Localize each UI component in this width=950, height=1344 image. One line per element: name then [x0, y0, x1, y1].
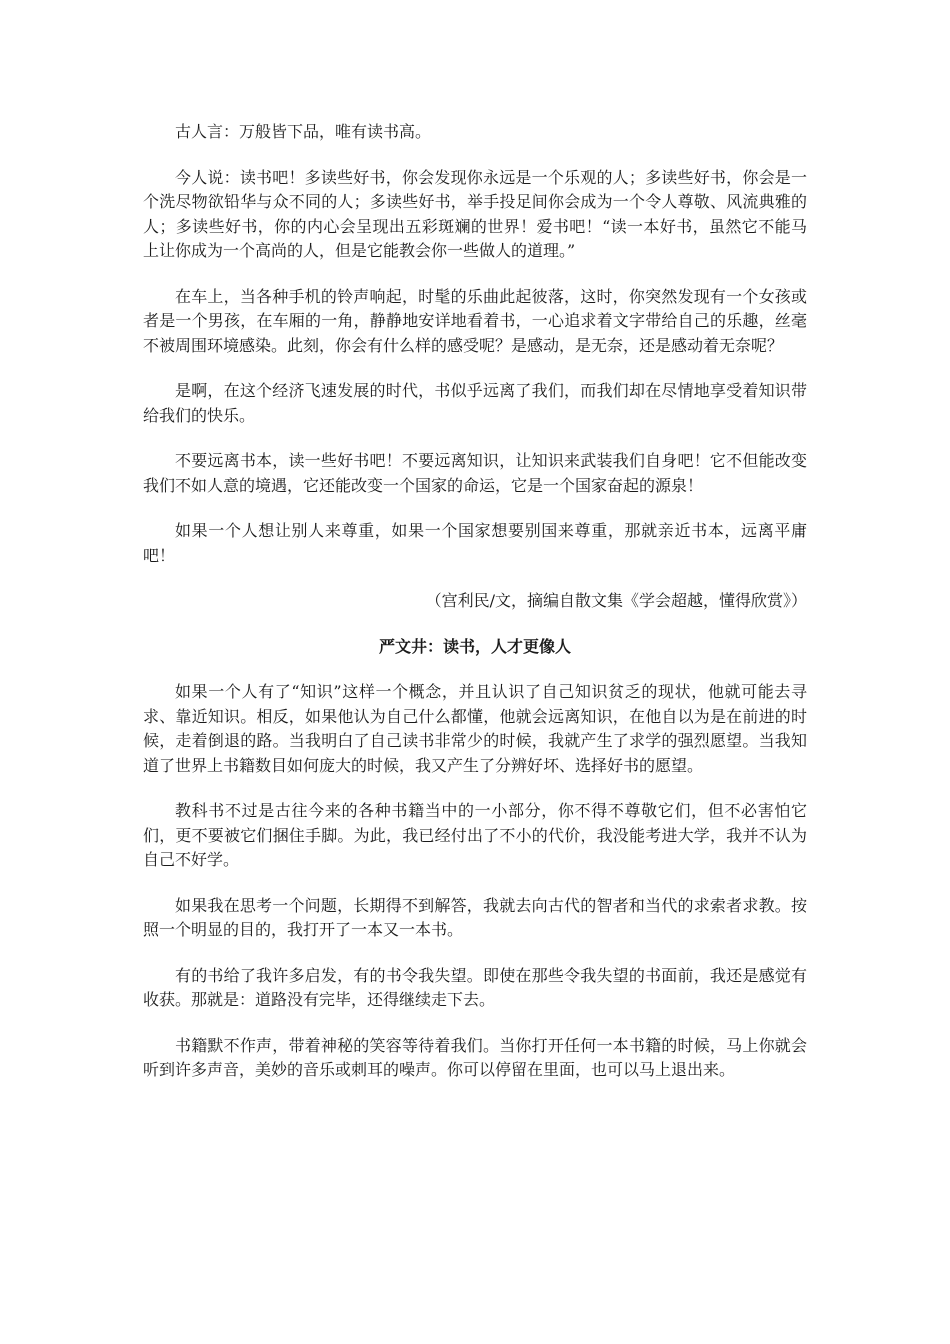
article1-paragraph-6: 如果一个人想让别人来尊重，如果一个国家想要别国来尊重，那就亲近书本，远离平庸吧！ — [143, 521, 807, 565]
article2-title: 严文井：读书，人才更像人 — [378, 636, 571, 656]
article1-credit: （宫利民/文，摘编自散文集《学会超越，懂得欣赏》） — [425, 591, 807, 610]
article1-paragraph-2: 今人说：读书吧！多读些好书，你会发现你永远是一个乐观的人；多读些好书，你会是一个洗尽物欲铅华与众不同的人；多读些好书，举手投足间你会成为一个令人尊敬、风流典雅的人；多读些好书，你的内心会呈现出五彩斑斓的世界！爱书吧！“读一本好书，虽然它不能马上让你成为一个高尚的人，但是它能教会你一些做人的道理。” — [143, 167, 807, 260]
article1-paragraph-3: 在车上，当各种手机的铃声响起，时髦的乐曲此起彼落，这时，你突然发现有一个女孩或者是一个男孩，在车厢的一角，静静地安详地看着书，一心追求着文字带给自己的乐趣，丝毫不被周围环境感染。此刻，你会有什么样的感受呢？是感动，是无奈，还是感动着无奈呢？ — [143, 286, 807, 355]
article2-paragraph-4: 有的书给了我许多启发，有的书令我失望。即使在那些令我失望的书面前，我还是感觉有收获。那就是：道路没有完毕，还得继续走下去。 — [143, 965, 807, 1009]
article1-paragraph-4: 是啊，在这个经济飞速发展的时代，书似乎远离了我们，而我们却在尽情地享受着知识带给我们的快乐。 — [143, 381, 807, 425]
article2-paragraph-5: 书籍默不作声，带着神秘的笑容等待着我们。当你打开任何一本书籍的时候，马上你就会听到许多声音，美妙的音乐或刺耳的噪声。你可以停留在里面，也可以马上退出来。 — [143, 1035, 807, 1079]
article2-paragraph-1: 如果一个人有了“知识”这样一个概念，并且认识了自己知识贫乏的现状，他就可能去寻求、靠近知识。相反，如果他认为自己什么都懂，他就会远离知识，在他自以为是在前进的时候，走着倒退的路。当我明白了自己读书非常少的时候，我就产生了求学的强烈愿望。当我知道了世界上书籍数目如何庞大的时候，我又产生了分辨好坏、选择好书的愿望。 — [143, 682, 807, 775]
article1-paragraph-1: 古人言：万般皆下品，唯有读书高。 — [175, 122, 432, 141]
article2-paragraph-2: 教科书不过是古往今来的各种书籍当中的一小部分，你不得不尊敬它们，但不必害怕它们，更不要被它们捆住手脚。为此，我已经付出了不小的代价，我没能考进大学，我并不认为自己不好学。 — [143, 801, 807, 869]
document-page — [143, 120, 807, 1104]
article2-paragraph-3: 如果我在思考一个问题，长期得不到解答，我就去向古代的智者和当代的求索者求教。按照一个明显的目的，我打开了一本又一本书。 — [143, 895, 807, 939]
article1-paragraph-5: 不要远离书本，读一些好书吧！不要远离知识，让知识来武装我们自身吧！它不但能改变我们不如人意的境遇，它还能改变一个国家的命运，它是一个国家奋起的源泉！ — [143, 451, 807, 495]
